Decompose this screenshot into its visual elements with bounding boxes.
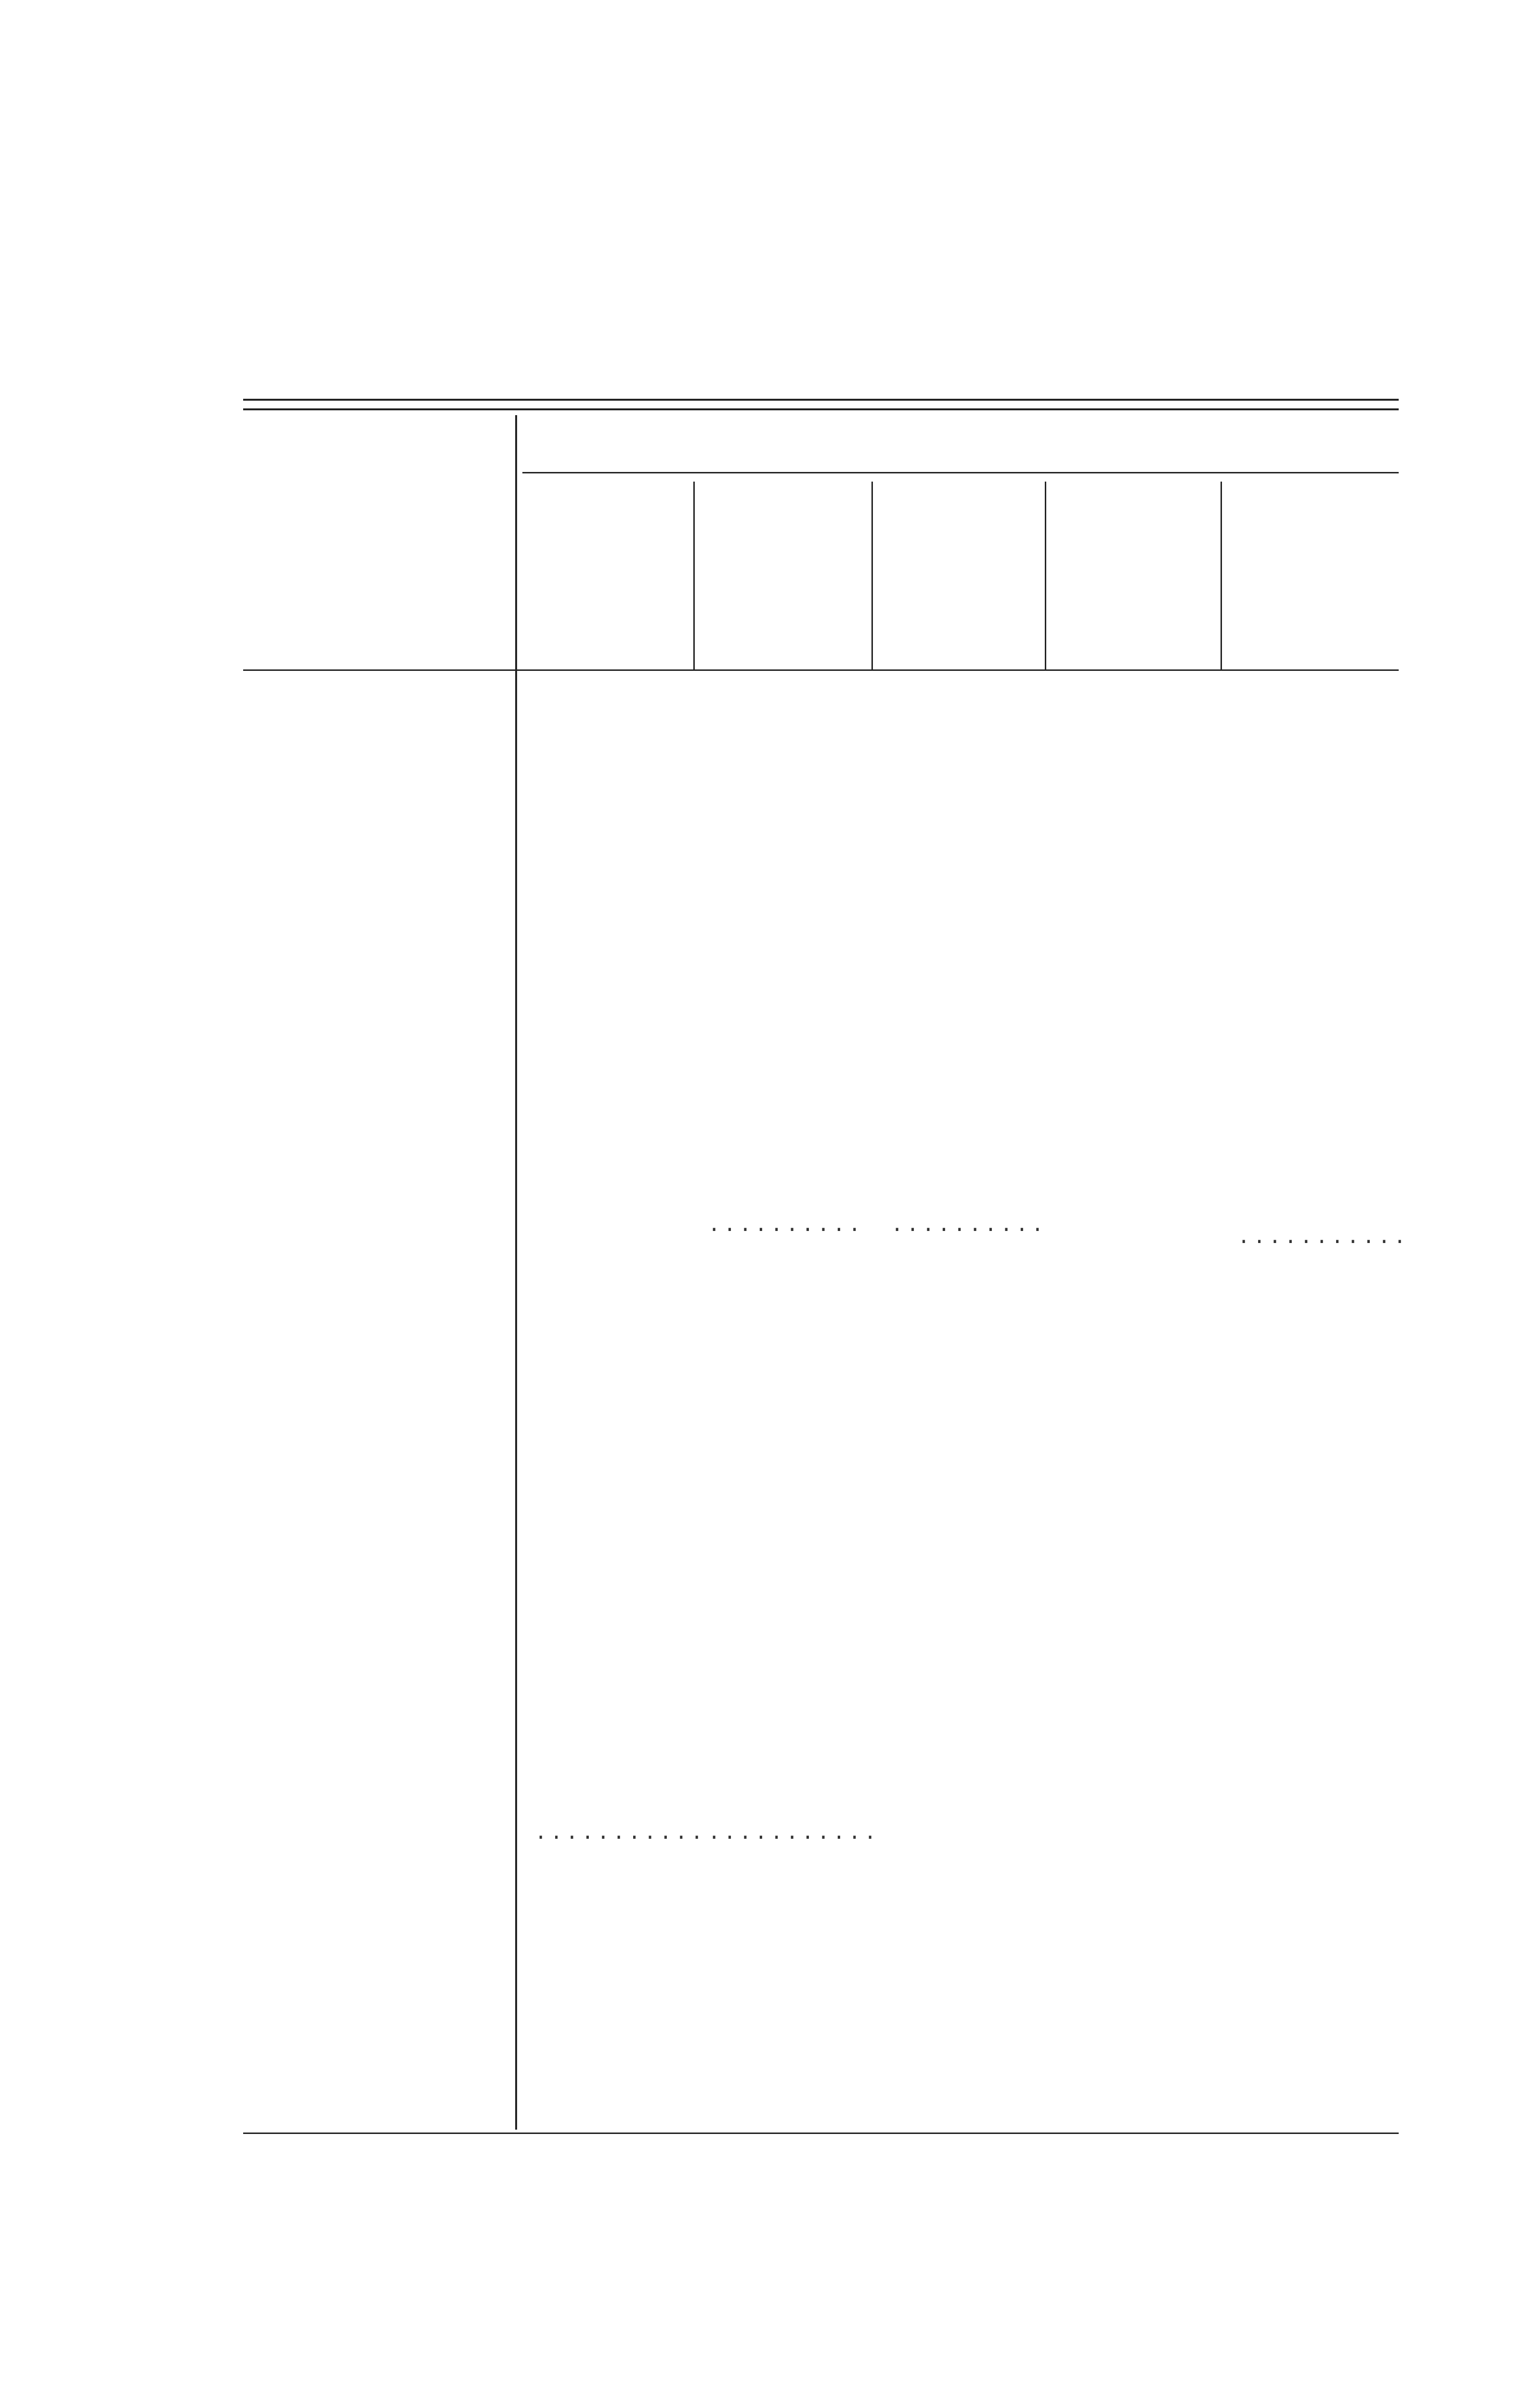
table-top-rule-1 <box>243 399 1399 401</box>
evansville-dots-3: ........... <box>1237 1226 1409 1250</box>
header-bottom-rule <box>243 669 1399 671</box>
evansville-dots-2: .......... <box>891 1214 1047 1238</box>
evansville-dots-1: .......... <box>708 1214 864 1238</box>
lima-dots-1: ........... <box>534 1821 706 1845</box>
table-top-rule-2 <box>243 408 1399 410</box>
col-divider-2 <box>871 482 873 669</box>
col-divider-4 <box>1221 482 1222 669</box>
lima-dots-2: ........... <box>708 1821 880 1845</box>
opera-underline <box>522 472 1399 473</box>
table-bottom-rule <box>243 2133 1399 2134</box>
col-divider-3 <box>1045 482 1046 669</box>
col-divider-1 <box>693 482 695 669</box>
location-column-divider <box>515 415 517 2130</box>
